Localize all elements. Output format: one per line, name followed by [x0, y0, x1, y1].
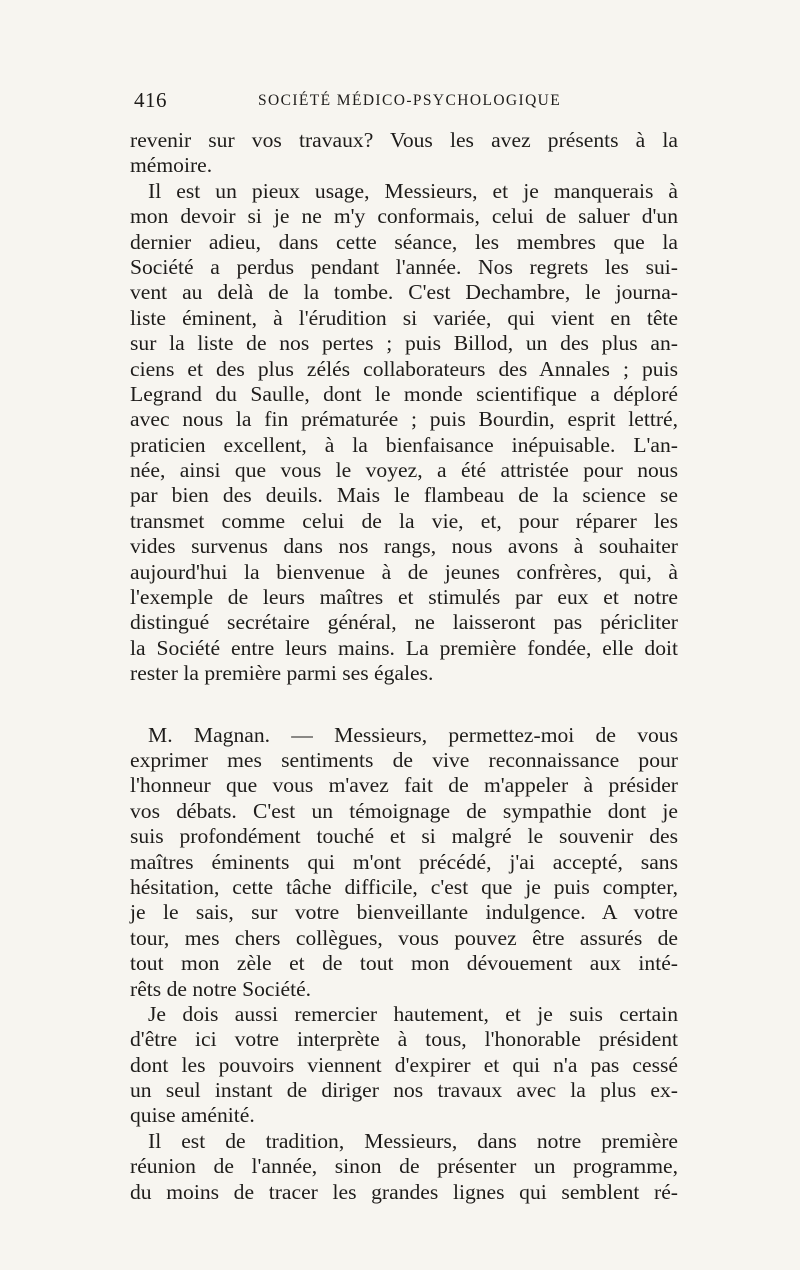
text-line: je le sais, sur votre bienveillante indulgence. A votre — [130, 900, 678, 925]
text-line: mon devoir si je ne m'y conformais, celui de saluer d'un — [130, 204, 678, 229]
text-line: quise aménité. — [130, 1103, 255, 1128]
text-line: d'être ici votre interprète à tous, l'honorable président — [130, 1027, 678, 1052]
text-line: tout mon zèle et de tout mon dévouement aux inté- — [130, 951, 678, 976]
paragraph — [130, 1002, 678, 1129]
text-line: Je dois aussi remercier hautement, et je suis certain — [148, 1001, 678, 1026]
text-line: rester la première parmi ses égales. — [130, 661, 434, 686]
text-line: vos débats. C'est un témoignage de sympathie dont je — [130, 798, 678, 823]
text-line: hésitation, cette tâche difficile, c'est que je puis compter, — [130, 874, 678, 899]
text-line: transmet comme celui de la vie, et, pour réparer les — [130, 508, 678, 533]
page-number: 416 — [134, 88, 167, 112]
paragraph — [130, 128, 678, 179]
text-line: sur la liste de nos pertes ; puis Billod, un des plus an- — [130, 331, 678, 356]
text-line: ciens et des plus zélés collaborateurs des Annales ; puis — [130, 356, 678, 381]
text-line: mémoire. — [130, 153, 213, 178]
text-line: Société a perdus pendant l'année. Nos regrets les sui- — [130, 254, 678, 279]
text-line: Legrand du Saulle, dont le monde scientifique a déploré — [130, 381, 678, 406]
text-line: suis profondément touché et si malgré le souvenir des — [130, 824, 678, 849]
text-line: dernier adieu, dans cette séance, les membres que la — [130, 229, 678, 254]
text-line: Il est de tradition, Messieurs, dans notre première — [148, 1128, 678, 1153]
text-line: née, ainsi que vous le voyez, a été attristée pour nous — [130, 458, 678, 483]
text-line: l'exemple de leurs maîtres et stimulés par eux et notre — [130, 585, 678, 610]
text-line: liste éminent, à l'érudition si variée, qui vient en tête — [130, 305, 678, 330]
paragraph — [130, 1129, 678, 1205]
text-line: distingué secrétaire général, ne laisseront pas péricliter — [130, 610, 678, 635]
text-line: du moins de tracer les grandes lignes qui semblent ré- — [130, 1179, 678, 1204]
body-text — [130, 128, 678, 1205]
paragraph — [130, 179, 678, 687]
section-gap — [130, 687, 678, 723]
text-line: aujourd'hui la bienvenue à de jeunes confrères, qui, à — [130, 559, 678, 584]
running-title: SOCIÉTÉ MÉDICO-PSYCHOLOGIQUE — [258, 92, 562, 109]
text-line: M. Magnan. — Messieurs, permettez-moi de vous — [148, 722, 678, 747]
running-head — [130, 88, 678, 118]
text-line: l'honneur que vous m'avez fait de m'appeler à présider — [130, 773, 678, 798]
text-line: rêts de notre Société. — [130, 976, 312, 1001]
text-line: vent au delà de la tombe. C'est Dechambre, le journa- — [130, 280, 678, 305]
text-line: exprimer mes sentiments de vive reconnaissance pour — [130, 747, 678, 772]
text-line: Il est un pieux usage, Messieurs, et je manquerais à — [148, 178, 678, 203]
text-line: réunion de l'année, sinon de présenter un programme, — [130, 1154, 678, 1179]
text-line: tour, mes chers collègues, vous pouvez être assurés de — [130, 925, 678, 950]
text-line: par bien des deuils. Mais le flambeau de la science se — [130, 483, 678, 508]
text-line: maîtres éminents qui m'ont précédé, j'ai accepté, sans — [130, 849, 678, 874]
paragraph — [130, 723, 678, 1002]
text-line: praticien excellent, à la bienfaisance inépuisable. L'an- — [130, 432, 678, 457]
text-line: un seul instant de diriger nos travaux avec la plus ex- — [130, 1078, 678, 1103]
text-line: la Société entre leurs mains. La première fondée, elle doit — [130, 635, 678, 660]
text-line: revenir sur vos travaux? Vous les avez présents à la — [130, 128, 678, 152]
text-line: vides survenus dans nos rangs, nous avons à souhaiter — [130, 534, 678, 559]
text-line: avec nous la fin prématurée ; puis Bourdin, esprit lettré, — [130, 407, 678, 432]
text-line: dont les pouvoirs viennent d'expirer et qui n'a pas cessé — [130, 1052, 678, 1077]
